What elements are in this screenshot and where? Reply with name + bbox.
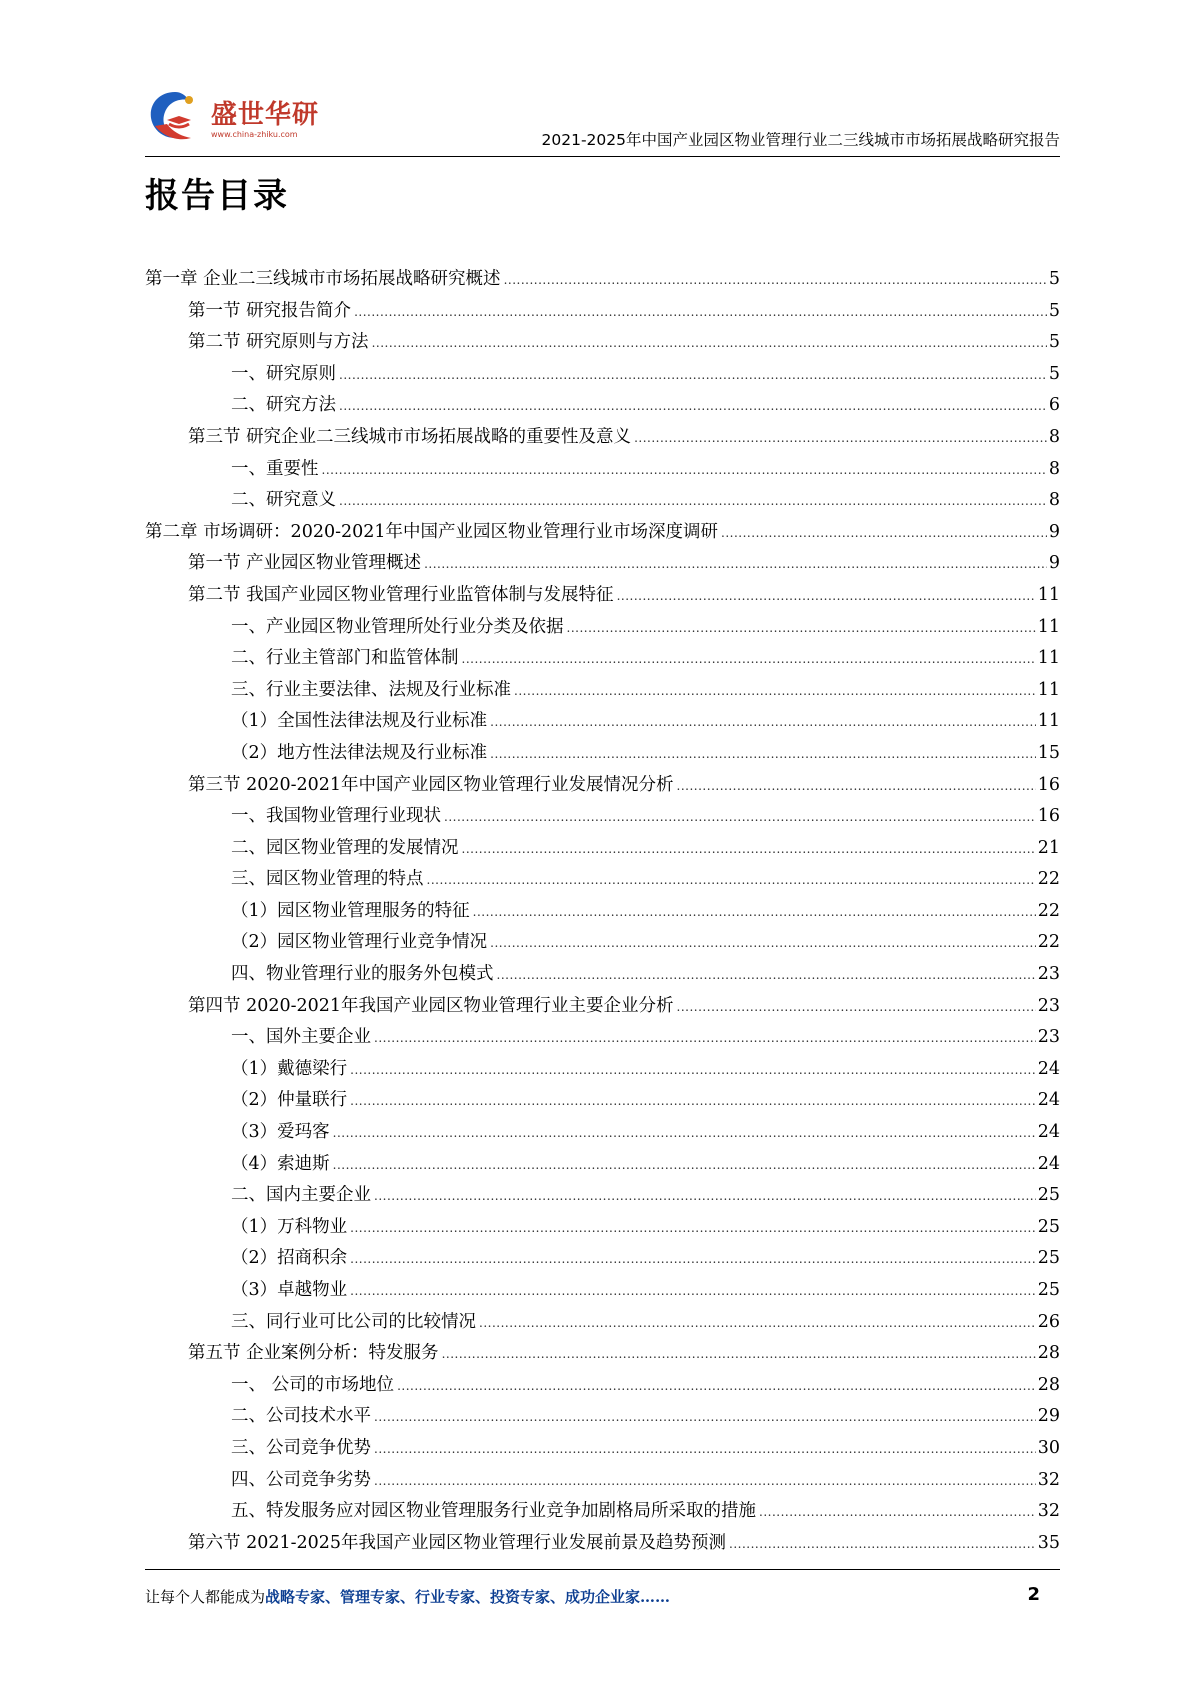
toc-dot-leader (634, 423, 1047, 455)
toc-entry-title: 二、国内主要企业 (231, 1185, 371, 1206)
toc-dot-leader (442, 1339, 1036, 1371)
logo-url: www.china-zhiku.com (211, 130, 298, 139)
toc-dot-leader (374, 1023, 1036, 1055)
toc-entry-page: 32 (1037, 1501, 1060, 1522)
toc-entry[interactable] (145, 706, 1060, 738)
toc-dot-leader (372, 328, 1047, 360)
toc-entry-title: 二、行业主管部门和监管体制 (231, 648, 459, 669)
toc-dot-leader (504, 265, 1047, 297)
toc-entry[interactable] (145, 296, 1060, 328)
toc-entry-page: 8 (1048, 458, 1060, 479)
toc-entry-title: （3）爱玛客 (231, 1122, 330, 1143)
toc-dot-leader (350, 1244, 1036, 1276)
toc-entry-page: 9 (1048, 553, 1060, 574)
toc-entry-title: 三、园区物业管理的特点 (231, 869, 424, 890)
company-logo (145, 86, 320, 146)
toc-entry-title: 第二章 市场调研：2020-2021年中国产业园区物业管理行业市场深度调研 (145, 521, 719, 542)
toc-entry-page: 22 (1037, 900, 1060, 921)
toc-entry[interactable] (145, 959, 1060, 991)
toc-entry-title: （2）招商积余 (231, 1248, 348, 1269)
toc-dot-leader (677, 992, 1036, 1024)
toc-entry[interactable] (145, 1465, 1060, 1497)
toc-entry-page: 23 (1037, 964, 1060, 985)
toc-entry-title: 第三节 2020-2021年中国产业园区物业管理行业发展情况分析 (188, 774, 674, 795)
toc-dot-leader (490, 707, 1036, 739)
toc-entry[interactable] (145, 1528, 1060, 1560)
toc-entry-title: （2）地方性法律法规及行业标准 (231, 742, 488, 763)
toc-entry-page: 22 (1037, 869, 1060, 890)
toc-entry[interactable] (145, 738, 1060, 770)
toc-entry[interactable] (145, 359, 1060, 391)
header-divider (145, 156, 1060, 157)
toc-entry-title: 一、我国物业管理行业现状 (231, 806, 441, 827)
toc-entry-title: （1）万科物业 (231, 1216, 348, 1237)
toc-entry-page: 8 (1048, 426, 1060, 447)
toc-entry[interactable] (145, 1180, 1060, 1212)
footer-slogan (145, 1586, 670, 1607)
page-header (145, 80, 1060, 156)
page-number: 2 (1027, 1584, 1040, 1605)
toc-entry-title: 第四节 2020-2021年我国产业园区物业管理行业主要企业分析 (188, 995, 674, 1016)
toc-entry[interactable] (145, 1275, 1060, 1307)
toc-entry-page: 24 (1037, 1058, 1060, 1079)
toc-entry-title: 第一节 产业园区物业管理概述 (188, 553, 422, 574)
toc-entry-page: 11 (1037, 584, 1060, 605)
toc-entry[interactable] (145, 864, 1060, 896)
toc-entry-title: （1）戴德梁行 (231, 1058, 348, 1079)
toc-dot-leader (374, 1402, 1036, 1434)
toc-entry-page: 16 (1037, 806, 1060, 827)
toc-entry[interactable] (145, 1243, 1060, 1275)
toc-dot-leader (721, 518, 1047, 550)
toc-dot-leader (350, 1055, 1036, 1087)
toc-entry-page: 11 (1037, 679, 1060, 700)
toc-entry-title: 第五节 企业案例分析：特发服务 (188, 1343, 439, 1364)
toc-entry-title: 二、研究意义 (231, 490, 336, 511)
page-footer (145, 1582, 1040, 1612)
toc-entry-page: 9 (1048, 521, 1060, 542)
toc-dot-leader (462, 644, 1036, 676)
toc-entry[interactable] (145, 612, 1060, 644)
toc-entry-title: 第二节 研究原则与方法 (188, 332, 369, 353)
toc-dot-leader (350, 1276, 1036, 1308)
toc-dot-leader (397, 1371, 1036, 1403)
toc-entry[interactable] (145, 485, 1060, 517)
toc-entry[interactable] (145, 1149, 1060, 1181)
toc-entry-title: 第一章 企业二三线城市市场拓展战略研究概述 (145, 269, 501, 289)
toc-entry[interactable] (145, 643, 1060, 675)
toc-entry-title: （3）卓越物业 (231, 1280, 348, 1300)
toc-entry-title: 四、物业管理行业的服务外包模式 (231, 964, 494, 985)
footer-divider (145, 1569, 1060, 1570)
toc-dot-leader (514, 676, 1036, 708)
toc-entry-title: 一、 公司的市场地位 (231, 1374, 395, 1395)
page-title: 报告目录 (145, 176, 289, 216)
toc-entry-title: （4）索迪斯 (231, 1153, 330, 1174)
toc-entry-title: 一、重要性 (231, 458, 319, 479)
toc-dot-leader (497, 960, 1036, 992)
toc-entry-page: 25 (1037, 1185, 1060, 1206)
toc-entry-page: 8 (1048, 490, 1060, 511)
toc-entry-page: 21 (1037, 837, 1060, 858)
toc-entry-title: 一、研究原则 (231, 363, 336, 384)
toc-entry[interactable] (145, 1307, 1060, 1339)
toc-entry-page: 11 (1037, 648, 1060, 669)
toc-entry-page: 25 (1037, 1216, 1060, 1237)
logo-emblem-icon (145, 86, 211, 146)
toc-entry-page: 23 (1037, 1027, 1060, 1048)
toc-dot-leader (350, 1213, 1036, 1245)
toc-dot-leader (354, 297, 1047, 329)
toc-entry-page: 5 (1048, 269, 1060, 289)
toc-entry[interactable] (145, 1496, 1060, 1528)
toc-entry-page: 11 (1037, 616, 1060, 637)
toc-entry-page: 16 (1037, 774, 1060, 795)
toc-dot-leader (374, 1181, 1036, 1213)
toc-entry[interactable] (145, 1370, 1060, 1402)
toc-entry-title: 二、研究方法 (231, 395, 336, 416)
toc-entry[interactable] (145, 517, 1060, 549)
toc-entry-page: 32 (1037, 1469, 1060, 1490)
toc-entry[interactable] (145, 833, 1060, 865)
toc-dot-leader (462, 834, 1036, 866)
toc-dot-leader (479, 1308, 1036, 1340)
toc-entry-title: 三、同行业可比公司的比较情况 (231, 1311, 476, 1332)
logo-name: 盛世华研 (211, 100, 320, 130)
toc-dot-leader (374, 1466, 1036, 1498)
toc-dot-leader (339, 391, 1047, 423)
toc-entry-page: 5 (1048, 332, 1060, 353)
toc-entry-page: 35 (1037, 1532, 1060, 1553)
toc-entry-page: 26 (1037, 1311, 1060, 1332)
toc-entry[interactable] (145, 1433, 1060, 1465)
report-title: 2021-2025年中国产业园区物业管理行业二三线城市市场拓展战略研究报告 (541, 131, 1060, 149)
toc-entry-page: 28 (1037, 1374, 1060, 1395)
toc-entry-page: 23 (1037, 995, 1060, 1016)
toc-entry[interactable] (145, 1212, 1060, 1244)
toc-entry[interactable] (145, 264, 1060, 296)
toc-dot-leader (729, 1529, 1036, 1561)
toc-entry-title: 第二节 我国产业园区物业管理行业监管体制与发展特征 (188, 584, 614, 605)
toc-entry-page: 25 (1037, 1280, 1060, 1300)
toc-entry-page: 28 (1037, 1343, 1060, 1364)
toc-entry-title: 二、园区物业管理的发展情况 (231, 837, 459, 858)
toc-dot-leader (444, 802, 1036, 834)
toc-entry-title: 五、特发服务应对园区物业管理服务行业竞争加剧格局所采取的措施 (231, 1501, 756, 1522)
toc-entry-title: 四、公司竞争劣势 (231, 1469, 371, 1490)
toc-entry[interactable] (145, 675, 1060, 707)
toc-entry-page: 25 (1037, 1248, 1060, 1269)
toc-entry[interactable] (145, 1054, 1060, 1086)
toc-dot-leader (339, 486, 1047, 518)
toc-entry[interactable] (145, 1085, 1060, 1117)
footer-slogan-emphasis: 战略专家、管理专家、行业专家、投资专家、成功企业家…… (265, 1588, 671, 1606)
toc-entry-page: 24 (1037, 1153, 1060, 1174)
toc-entry-page: 29 (1037, 1406, 1060, 1427)
toc-dot-leader (350, 1086, 1036, 1118)
toc-entry-page: 24 (1037, 1122, 1060, 1143)
toc-dot-leader (677, 771, 1036, 803)
toc-entry[interactable] (145, 1338, 1060, 1370)
toc-dot-leader (473, 897, 1036, 929)
toc-entry[interactable] (145, 390, 1060, 422)
toc-entry[interactable] (145, 991, 1060, 1023)
toc-entry-title: 第六节 2021-2025年我国产业园区物业管理行业发展前景及趋势预测 (188, 1532, 727, 1553)
toc-entry-title: 三、行业主要法律、法规及行业标准 (231, 679, 511, 700)
toc-entry[interactable] (145, 580, 1060, 612)
toc-entry[interactable] (145, 1022, 1060, 1054)
toc-dot-leader (617, 581, 1036, 613)
toc-entry[interactable] (145, 548, 1060, 580)
footer-slogan-prefix: 让每个人都能成为 (145, 1588, 266, 1606)
toc-entry-title: 第三节 研究企业二三线城市市场拓展战略的重要性及意义 (188, 426, 632, 447)
toc-entry[interactable] (145, 770, 1060, 802)
toc-dot-leader (427, 865, 1036, 897)
toc-entry-title: 一、国外主要企业 (231, 1027, 371, 1048)
toc-entry-page: 5 (1048, 300, 1060, 321)
toc-entry-title: 第一节 研究报告简介 (188, 300, 352, 321)
toc-entry-page: 24 (1037, 1090, 1060, 1111)
toc-dot-leader (322, 455, 1047, 487)
toc-entry-title: （2）仲量联行 (231, 1090, 348, 1111)
toc-entry[interactable] (145, 454, 1060, 486)
toc-entry[interactable] (145, 896, 1060, 928)
toc-dot-leader (333, 1118, 1036, 1150)
table-of-contents (145, 264, 1060, 1559)
toc-entry-page: 30 (1037, 1437, 1060, 1458)
toc-dot-leader (490, 739, 1036, 771)
toc-dot-leader (374, 1434, 1036, 1466)
toc-entry-page: 15 (1037, 742, 1060, 763)
toc-entry-page: 6 (1048, 395, 1060, 416)
toc-entry-title: 三、公司竞争优势 (231, 1437, 371, 1458)
toc-entry-page: 11 (1037, 711, 1060, 732)
toc-dot-leader (759, 1497, 1036, 1529)
toc-dot-leader (339, 360, 1047, 392)
toc-entry-page: 5 (1048, 363, 1060, 384)
toc-entry-title: 二、公司技术水平 (231, 1406, 371, 1427)
toc-entry[interactable] (145, 1117, 1060, 1149)
toc-entry-title: （1）全国性法律法规及行业标准 (231, 711, 488, 732)
toc-entry-title: （2）园区物业管理行业竞争情况 (231, 932, 488, 953)
toc-dot-leader (490, 928, 1036, 960)
toc-entry[interactable] (145, 327, 1060, 359)
toc-entry-title: （1）园区物业管理服务的特征 (231, 900, 470, 921)
toc-entry[interactable] (145, 422, 1060, 454)
toc-entry[interactable] (145, 927, 1060, 959)
toc-entry[interactable] (145, 801, 1060, 833)
toc-dot-leader (333, 1150, 1036, 1182)
toc-dot-leader (567, 613, 1036, 645)
toc-entry-title: 一、产业园区物业管理所处行业分类及依据 (231, 616, 564, 637)
toc-dot-leader (424, 549, 1047, 581)
toc-entry-page: 22 (1037, 932, 1060, 953)
toc-entry[interactable] (145, 1401, 1060, 1433)
